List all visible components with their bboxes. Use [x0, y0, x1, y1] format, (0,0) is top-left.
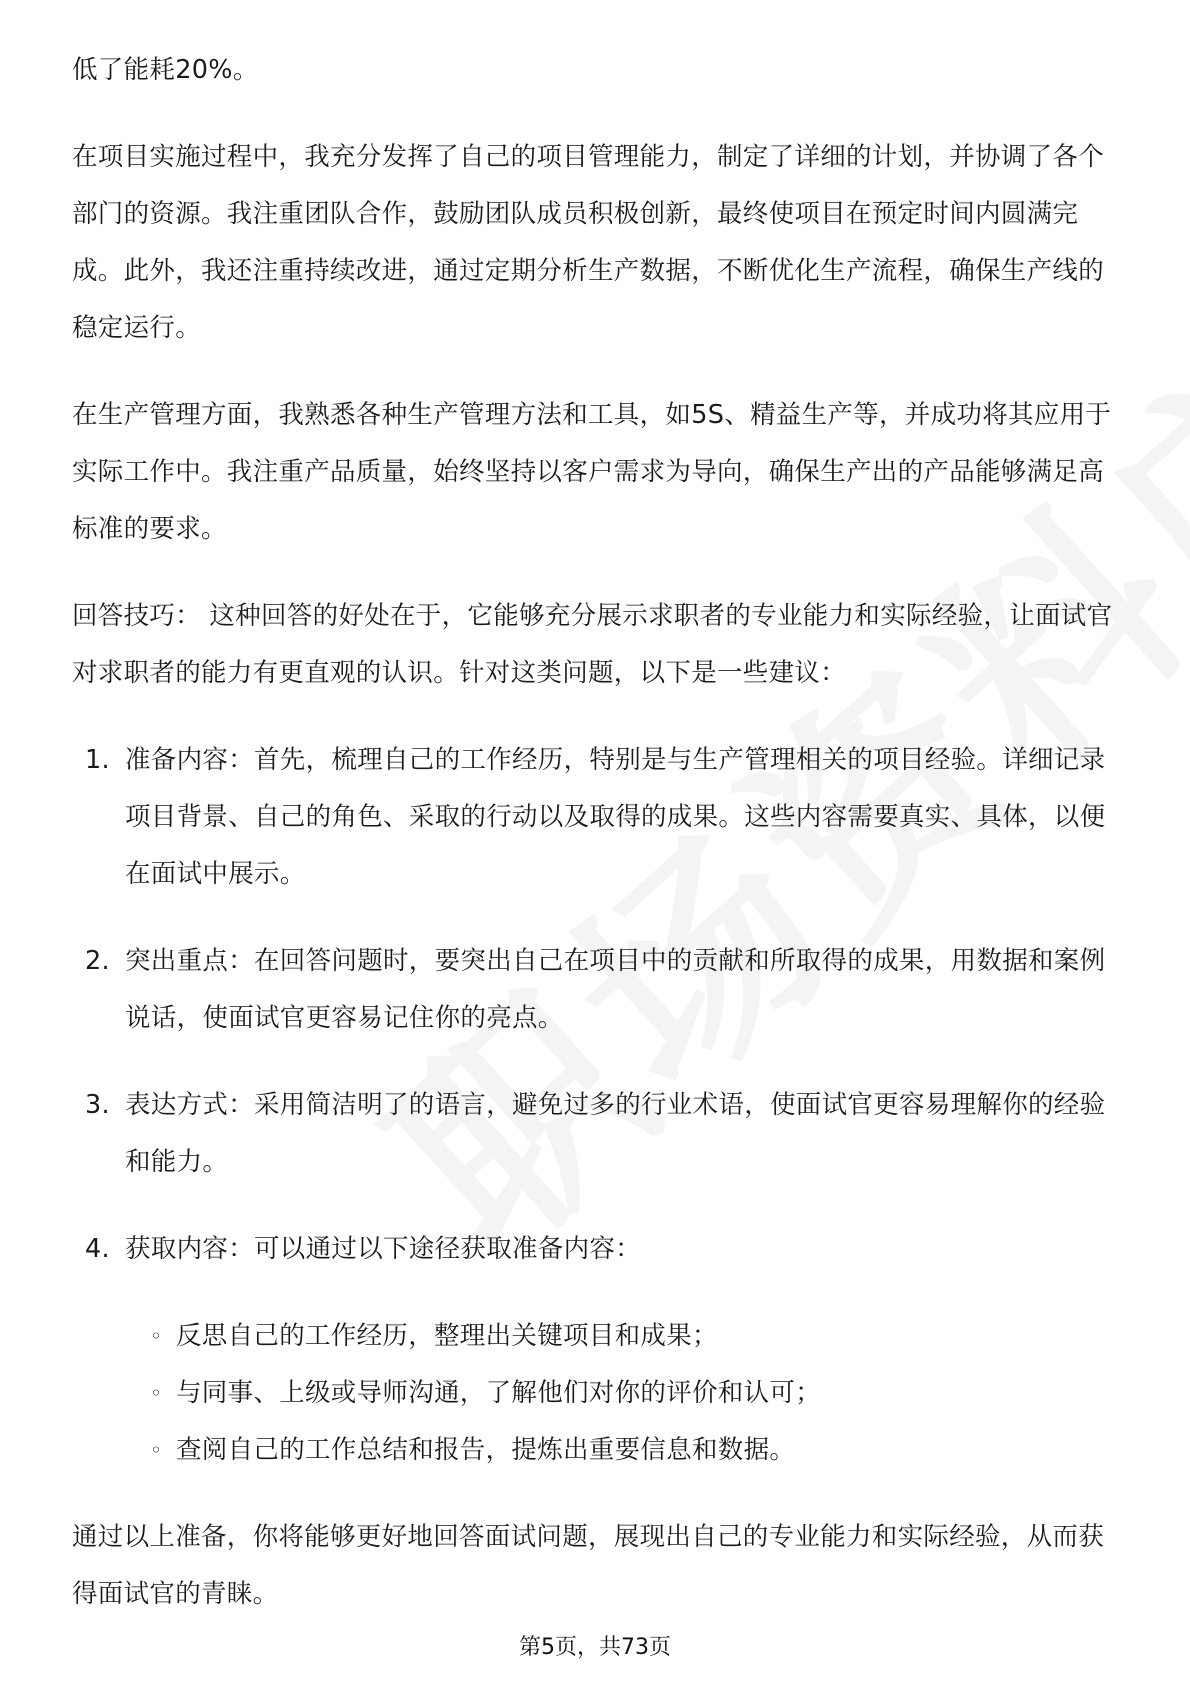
- list-item-text: 表达方式：采用简洁明了的语言，避免过多的行业术语，使面试官更容易理解你的经验和能力。: [125, 1090, 1106, 1177]
- bullet-item: [72, 1422, 1122, 1479]
- bullet-icon: ◦: [150, 1324, 163, 1348]
- paragraph-production-management: 在生产管理方面，我熟悉各种生产管理方法和工具，如5S、精益生产等，并成功将其应用于实际工作中。我注重产品质量，始终坚持以客户需求为导向，确保生产出的产品能够满足高标准的要求。: [72, 400, 1112, 544]
- sub-bullet-list: [72, 1308, 1122, 1479]
- list-item: [72, 1221, 1122, 1479]
- bullet-icon: ◦: [150, 1438, 163, 1462]
- bullet-item-text: 反思自己的工作经历，整理出关键项目和成果；: [176, 1321, 718, 1351]
- list-number: 3.: [85, 1090, 110, 1120]
- list-number: 4.: [85, 1234, 110, 1264]
- paragraph-project-implementation: 在项目实施过程中，我充分发挥了自己的项目管理能力，制定了详细的计划，并协调了各个部门的资源。我注重团队合作，鼓励团队成员积极创新，最终使项目在预定时间内圆满完成。此外，我还注重持续改进，通过定期分析生产数据，不断优化生产流程，确保生产线的稳定运行。: [72, 142, 1105, 343]
- paragraph-conclusion: 通过以上准备，你将能够更好地回答面试问题，展现出自己的专业能力和实际经验，从而获得面试官的青睐。: [72, 1522, 1105, 1609]
- list-item: [72, 732, 1122, 903]
- bullet-item: [72, 1365, 1122, 1422]
- suggestion-list: [72, 732, 1122, 1479]
- list-item: [72, 1077, 1122, 1191]
- list-number: 2.: [85, 946, 110, 976]
- page-number-footer: 第5页，共73页: [519, 1635, 671, 1660]
- document-body: [72, 42, 1122, 1653]
- list-item-text: 获取内容：可以通过以下途径获取准备内容：: [125, 1234, 642, 1264]
- bullet-item: [72, 1308, 1122, 1365]
- list-number: 1.: [85, 745, 110, 775]
- paragraph-answer-tips: 回答技巧： 这种回答的好处在于，它能够充分展示求职者的专业能力和实际经验，让面试官对求职者的能力有更直观的认识。针对这类问题，以下是一些建议：: [72, 601, 1113, 688]
- list-item: [72, 933, 1122, 1047]
- list-item-text: 准备内容：首先，梳理自己的工作经历，特别是与生产管理相关的项目经验。详细记录项目背景、自己的角色、采取的行动以及取得的成果。这些内容需要真实、具体，以便在面试中展示。: [125, 745, 1106, 889]
- paragraph-continuation: 低了能耗20%。: [72, 55, 259, 85]
- bullet-item-text: 查阅自己的工作总结和报告，提炼出重要信息和数据。: [176, 1435, 796, 1465]
- bullet-icon: ◦: [150, 1381, 163, 1405]
- bullet-item-text: 与同事、上级或导师沟通，了解他们对你的评价和认可；: [176, 1378, 822, 1408]
- list-item-text: 突出重点：在回答问题时，要突出自己在项目中的贡献和所取得的成果，用数据和案例说话，使面试官更容易记住你的亮点。: [125, 946, 1106, 1033]
